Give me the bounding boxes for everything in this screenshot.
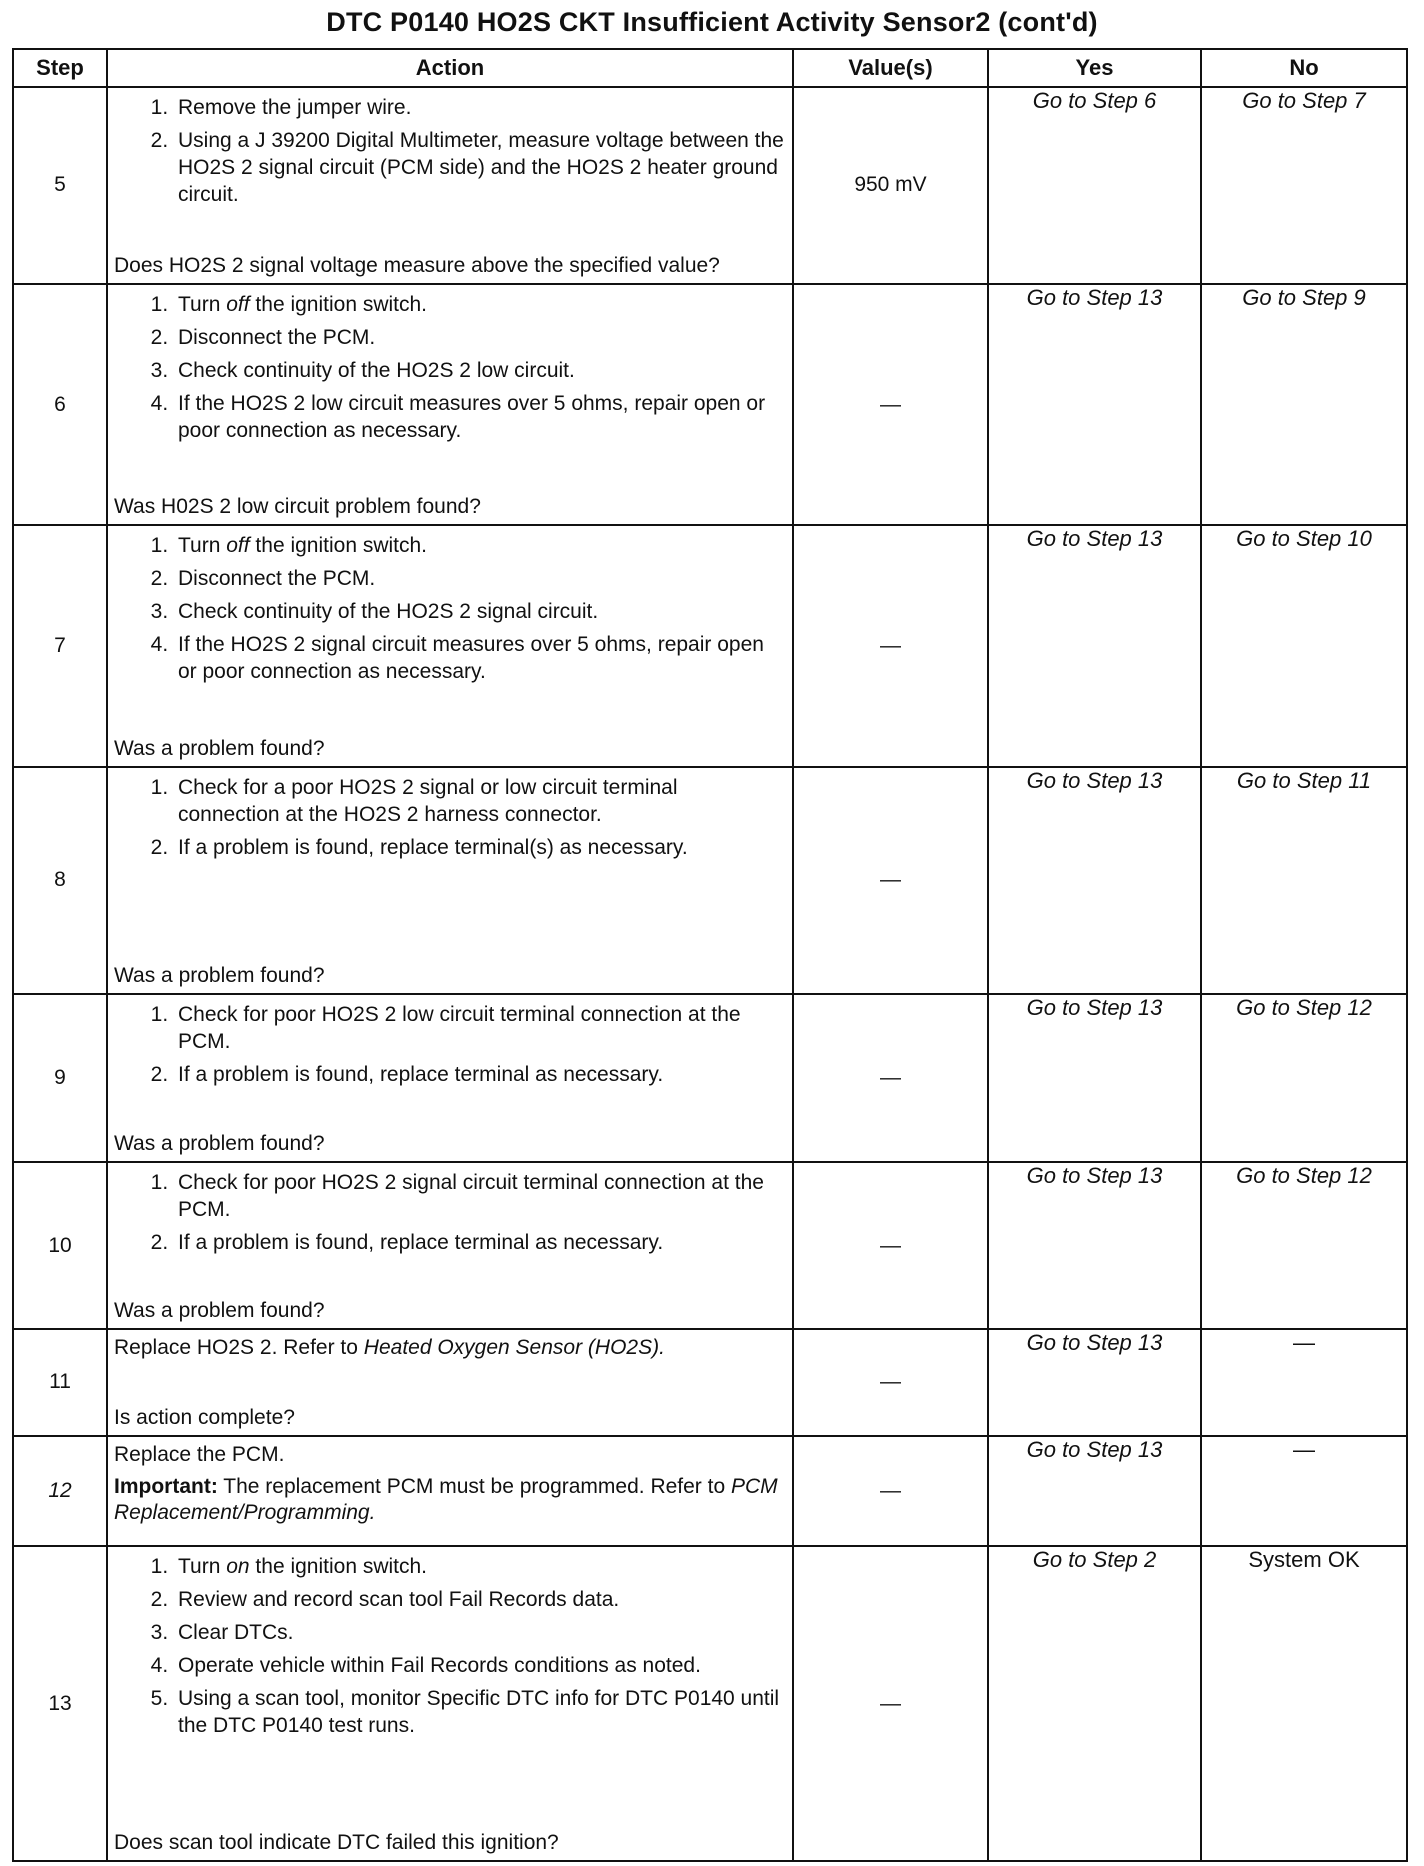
- list-item: 5. Using a scan tool, monitor Specific DTC info for DTC P0140 until the DTC P0140 test runs.: [174, 1685, 784, 1739]
- action-cell: [107, 1546, 793, 1861]
- action-list: [114, 532, 784, 691]
- yes-link[interactable]: Go to Step 13: [988, 1329, 1201, 1435]
- action-question: Was a problem found?: [114, 1299, 325, 1323]
- yes-link[interactable]: Go to Step 13: [988, 284, 1201, 525]
- table-row-step-8: [13, 767, 1407, 994]
- table-row-step-13: [13, 1546, 1407, 1861]
- action-cell: [107, 87, 793, 284]
- action-cell: [107, 1436, 793, 1547]
- step-number: 9: [13, 994, 107, 1162]
- list-item-emphasis: off: [226, 534, 250, 558]
- value-cell: —: [793, 994, 988, 1162]
- step-number: 7: [13, 525, 107, 766]
- action-list: [114, 94, 784, 214]
- header-action: Action: [107, 49, 793, 87]
- yes-link[interactable]: Go to Step 13: [988, 525, 1201, 766]
- action-cell: [107, 284, 793, 525]
- page-title: DTC P0140 HO2S CKT Insufficient Activity Sensor2 (cont'd): [326, 7, 1098, 37]
- list-item: 2. If a problem is found, replace terminal as necessary.: [174, 1061, 784, 1088]
- table-header-row: [13, 49, 1407, 87]
- step-number: 13: [13, 1546, 107, 1861]
- diagnostic-table: [12, 48, 1408, 1862]
- list-item: 1. Remove the jumper wire.: [174, 94, 784, 121]
- step-number: 11: [13, 1329, 107, 1435]
- list-item-text: the ignition switch.: [249, 1555, 428, 1579]
- action-question: Does HO2S 2 signal voltage measure above the specified value?: [114, 253, 720, 277]
- important-reference: PCM Replacement/Programming.: [114, 1474, 778, 1524]
- list-item-text: the ignition switch.: [249, 534, 428, 558]
- step-number: 12: [13, 1436, 107, 1547]
- action-reference: Heated Oxygen Sensor (HO2S).: [363, 1336, 665, 1360]
- list-item: 2. Review and record scan tool Fail Records data.: [174, 1586, 784, 1613]
- list-item: 1. Check for poor HO2S 2 signal circuit terminal connection at the PCM.: [174, 1169, 784, 1223]
- important-note: [114, 1474, 784, 1526]
- header-no: No: [1201, 49, 1407, 87]
- value-cell: —: [793, 284, 988, 525]
- list-item: [174, 1553, 784, 1580]
- value-cell: 950 mV: [793, 87, 988, 284]
- action-list: [114, 1553, 784, 1745]
- no-link[interactable]: Go to Step 10: [1201, 525, 1407, 766]
- value-cell: —: [793, 1329, 988, 1435]
- list-item: 2. If a problem is found, replace terminal as necessary.: [174, 1229, 784, 1256]
- list-item: 2. Disconnect the PCM.: [174, 324, 784, 351]
- list-item-text: Turn: [178, 292, 227, 316]
- important-label: Important:: [114, 1474, 218, 1498]
- list-item: 4. Operate vehicle within Fail Records conditions as noted.: [174, 1652, 784, 1679]
- step-number: 8: [13, 767, 107, 994]
- no-link[interactable]: Go to Step 9: [1201, 284, 1407, 525]
- table-row-step-6: [13, 284, 1407, 525]
- list-item-text: Turn: [178, 534, 227, 558]
- value-cell: —: [793, 1436, 988, 1547]
- action-list: [114, 1169, 784, 1262]
- list-item: 4. If the HO2S 2 signal circuit measures over 5 ohms, repair open or poor connection as necessary.: [174, 631, 784, 685]
- action-question: Is action complete?: [114, 1405, 295, 1429]
- no-link[interactable]: Go to Step 7: [1201, 87, 1407, 284]
- action-list: [114, 774, 784, 867]
- important-text: The replacement PCM must be programmed. Refer to: [217, 1474, 731, 1498]
- table-row-step-9: [13, 994, 1407, 1162]
- value-cell: —: [793, 767, 988, 994]
- no-value: —: [1201, 1436, 1407, 1547]
- action-question: Was a problem found?: [114, 736, 325, 760]
- step-number: 5: [13, 87, 107, 284]
- list-item-text: Turn: [178, 1555, 227, 1579]
- step-number: 10: [13, 1162, 107, 1330]
- list-item: [174, 532, 784, 559]
- value-cell: —: [793, 525, 988, 766]
- list-item-emphasis: off: [226, 292, 250, 316]
- yes-link[interactable]: Go to Step 2: [988, 1546, 1201, 1861]
- list-item: 1. Check for a poor HO2S 2 signal or low circuit terminal connection at the HO2S 2 harness connector.: [174, 774, 784, 828]
- action-question: Does scan tool indicate DTC failed this ignition?: [114, 1831, 559, 1854]
- value-cell: —: [793, 1162, 988, 1330]
- list-item: 3. Clear DTCs.: [174, 1619, 784, 1646]
- action-question: Was a problem found?: [114, 963, 325, 987]
- step-number: 6: [13, 284, 107, 525]
- table-row-step-11: [13, 1329, 1407, 1435]
- yes-link[interactable]: Go to Step 6: [988, 87, 1201, 284]
- yes-link[interactable]: Go to Step 13: [988, 1436, 1201, 1547]
- list-item-emphasis: on: [226, 1555, 250, 1579]
- header-yes: Yes: [988, 49, 1201, 87]
- action-cell: [107, 1329, 793, 1435]
- action-cell: [107, 525, 793, 766]
- list-item: 3. Check continuity of the HO2S 2 low circuit.: [174, 357, 784, 384]
- action-question: Was a problem found?: [114, 1131, 325, 1155]
- action-text-plain: Replace HO2S 2. Refer to: [114, 1336, 364, 1360]
- list-item: 4. If the HO2S 2 low circuit measures over 5 ohms, repair open or poor connection as necessary.: [174, 390, 784, 444]
- list-item: [174, 291, 784, 318]
- action-list: [114, 291, 784, 450]
- table-row-step-5: [13, 87, 1407, 284]
- table-row-step-10: [13, 1162, 1407, 1330]
- table-row-step-7: [13, 525, 1407, 766]
- action-question: Was H02S 2 low circuit problem found?: [114, 495, 481, 519]
- value-cell: —: [793, 1546, 988, 1861]
- no-value: —: [1201, 1329, 1407, 1435]
- list-item: 1. Check for poor HO2S 2 low circuit terminal connection at the PCM.: [174, 1001, 784, 1055]
- no-value: System OK: [1201, 1546, 1407, 1861]
- list-item: 2. Using a J 39200 Digital Multimeter, measure voltage between the HO2S 2 signal circuit (PCM side) and the HO2S 2 heater ground circuit.: [174, 127, 784, 208]
- action-list: [114, 1001, 784, 1094]
- action-cell: [107, 994, 793, 1162]
- action-text: Replace the PCM.: [114, 1442, 285, 1466]
- no-link[interactable]: Go to Step 12: [1201, 994, 1407, 1162]
- list-item-text: the ignition switch.: [249, 292, 428, 316]
- table-row-step-12: [13, 1436, 1407, 1547]
- list-item: 2. Disconnect the PCM.: [174, 565, 784, 592]
- no-link[interactable]: Go to Step 11: [1201, 767, 1407, 994]
- yes-link[interactable]: Go to Step 13: [988, 767, 1201, 994]
- header-values: Value(s): [793, 49, 988, 87]
- no-link[interactable]: Go to Step 12: [1201, 1162, 1407, 1330]
- list-item: 3. Check continuity of the HO2S 2 signal circuit.: [174, 598, 784, 625]
- action-cell: [107, 1162, 793, 1330]
- header-step: Step: [13, 49, 107, 87]
- yes-link[interactable]: Go to Step 13: [988, 994, 1201, 1162]
- action-text: [114, 1334, 784, 1361]
- yes-link[interactable]: Go to Step 13: [988, 1162, 1201, 1330]
- action-cell: [107, 767, 793, 994]
- list-item: 2. If a problem is found, replace terminal(s) as necessary.: [174, 834, 784, 861]
